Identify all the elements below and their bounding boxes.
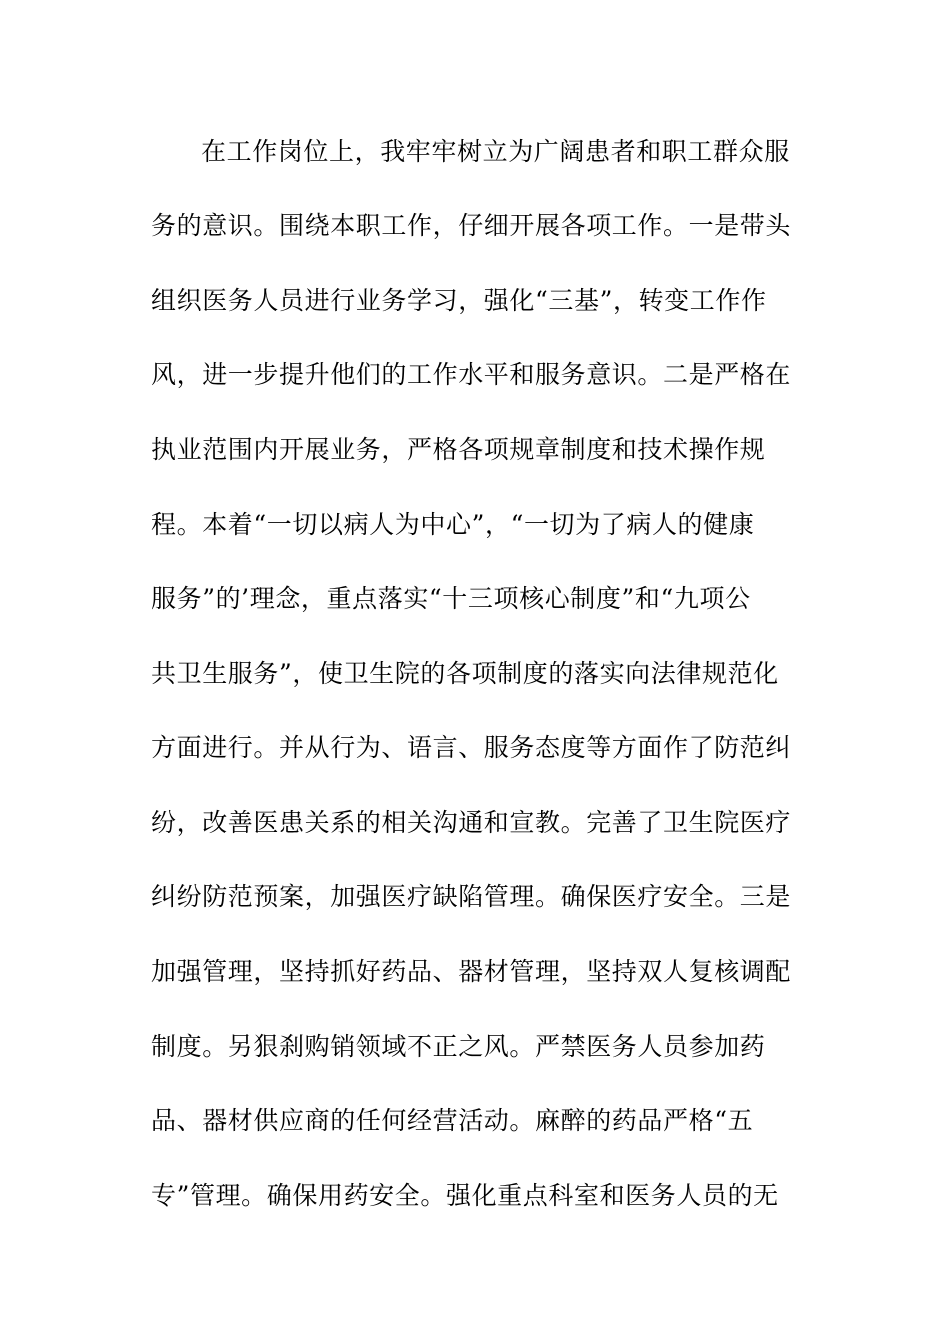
paragraph-line: 组织医务人员进行业务学习，强化“三基”，转变工作作 xyxy=(151,286,767,315)
paragraph-line: 专”管理。确保用药安全。强化重点科室和医务人员的无 xyxy=(151,1181,779,1210)
paragraph-line: 制度。另狠刹购销领域不正之风。严禁医务人员参加药 xyxy=(151,1032,766,1061)
paragraph-line: 纠纷防范预案，加强医疗缺陷管理。确保医疗安全。三是 xyxy=(151,882,792,911)
paragraph-line: 务的意识。围绕本职工作，仔细开展各项工作。一是带头 xyxy=(151,211,792,240)
paragraph-line: 方面进行。并从行为、语言、服务态度等方面作了防范纠 xyxy=(151,733,792,762)
paragraph-line: 服务”的’理念，重点落实“十三项核心制度”和“九项公 xyxy=(151,584,751,613)
paragraph-line: 共卫生服务”，使卫生院的各项制度的落实向法律规范化 xyxy=(151,659,779,688)
paragraph-line: 加强管理，坚持抓好药品、器材管理，坚持双人复核调配 xyxy=(151,957,792,986)
paragraph-line: 执业范围内开展业务，严格各项规章制度和技术操作规 xyxy=(151,435,766,464)
paragraph-line: 纷，改善医患关系的相关沟通和宣教。完善了卫生院医疗 xyxy=(151,808,792,837)
paragraph-line: 在工作岗位上，我牢牢树立为广阔患者和职工群众服 xyxy=(201,137,790,166)
paragraph-line: 品、器材供应商的任何经营活动。麻醉的药品严格“五 xyxy=(151,1106,754,1135)
paragraph-line: 程。本着“一切以病人为中心”，“一切为了病人的健康 xyxy=(151,510,755,539)
paragraph-line: 风，进一步提升他们的工作水平和服务意识。二是严格在 xyxy=(151,360,792,389)
